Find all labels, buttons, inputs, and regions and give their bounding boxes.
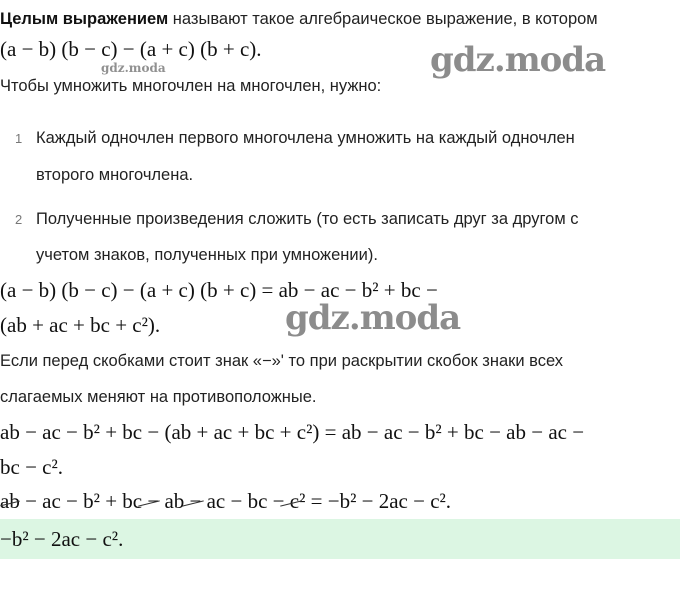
step2-line2: bc − c². [0, 455, 64, 479]
definition-term: Целым выражением [0, 10, 169, 28]
definition-text: называют такое алгебраическое выражение, в котором [168, 10, 598, 28]
list-item-line1: Полученные произведения сложить (то есть записать друг за другом с [36, 210, 579, 228]
answer: −b² − 2ac − c². [0, 527, 124, 551]
list-number: 1 [15, 131, 23, 146]
watermark-small: gdz.moda [101, 61, 166, 75]
watermark-top: gdz.moda [430, 40, 606, 80]
sign-rule-line1: Если перед скобками стоит знак «−»' то при раскрытии скобок знаки всех [0, 352, 564, 370]
step1-line1: (a − b) (b − c) − (a + c) (b + c) = ab − ac − b² + bc − [0, 278, 438, 302]
list-item-line1: Каждый одночлен первого многочлена умножить на каждый одночлен [36, 129, 575, 147]
watermark-middle: gdz.moda [285, 298, 461, 338]
step2-line1: ab − ac − b² + bc − (ab + ac + bc + c²) = ab − ac − b² + bc − ab − ac − [0, 420, 585, 444]
step3-line: ab − ac − b² + bc − ab − ac − bc − c² = −b² − 2ac − c². [0, 489, 452, 513]
definition-line [0, 9, 598, 29]
sign-rule-line2: слагаемых меняют на противоположные. [0, 388, 317, 406]
list-item-line2: второго многочлена. [36, 166, 194, 184]
list-number: 2 [15, 212, 23, 227]
rule-intro: Чтобы умножить многочлен на многочлен, нужно: [0, 77, 382, 95]
given-expression: (a − b) (b − c) − (a + c) (b + c). [0, 37, 262, 61]
step1-line2: (ab + ac + bc + c²). [0, 313, 161, 337]
list-item-line2: учетом знаков, полученных при умножении). [36, 246, 378, 264]
